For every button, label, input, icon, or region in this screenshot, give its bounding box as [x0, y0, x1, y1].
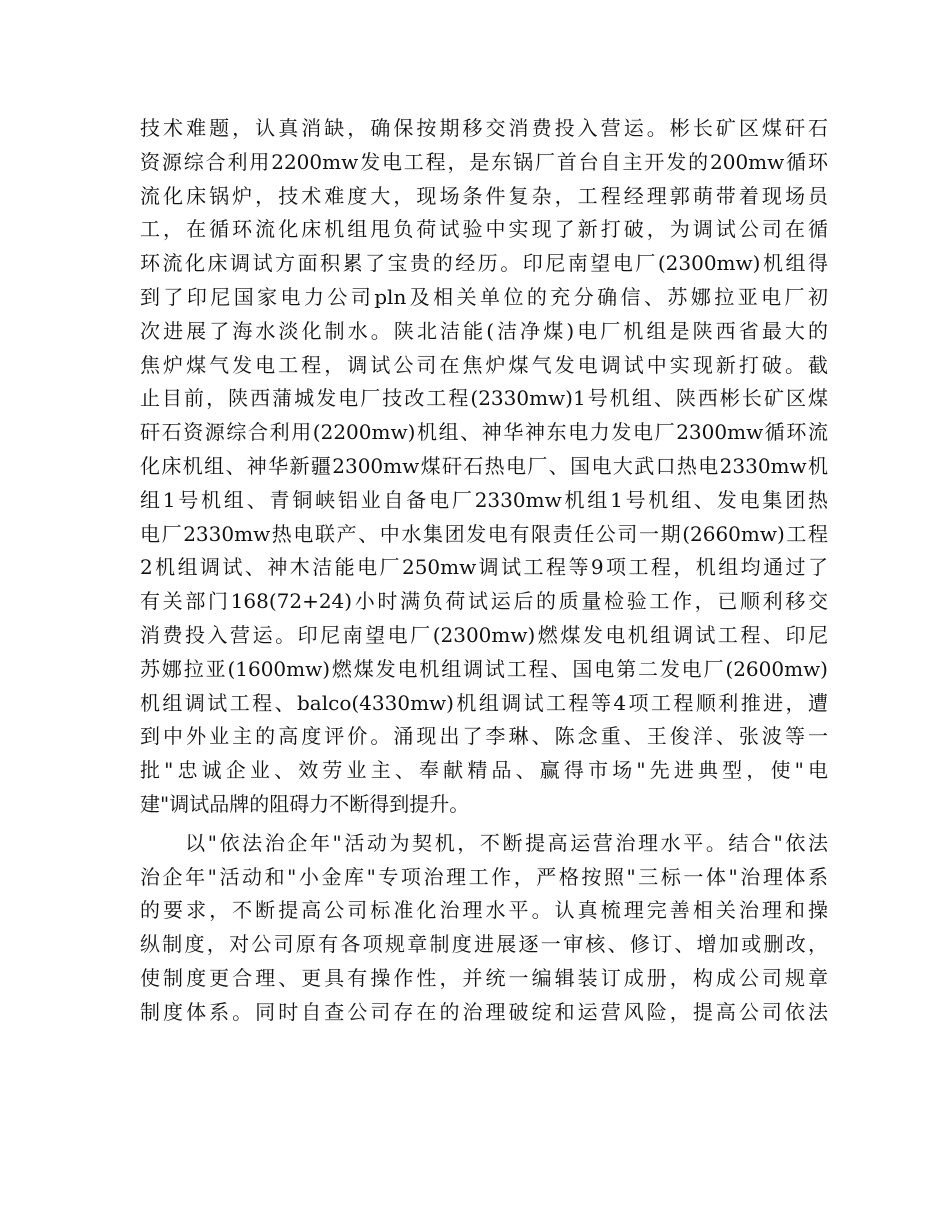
- text-line: 止目前，陕西蒲城发电厂技改工程(2330mw)1号机组、陕西彬长矿区煤: [140, 386, 828, 411]
- text-line: 建"调试品牌的阻碍力不断得到提升。: [140, 791, 470, 816]
- text-line: 到了印尼国家电力公司pln及相关单位的充分确信、苏娜拉亚电厂初: [140, 284, 828, 309]
- text-line: 技术难题，认真消缺，确保按期移交消费投入营运。彬长矿区煤矸石: [140, 116, 828, 140]
- text-line: 电厂2330mw热电联产、中水集团发电有限责任公司一期(2660mw)工程: [140, 521, 828, 546]
- text-line: 消费投入营运。印尼南望电厂(2300mw)燃煤发电机组调试工程、印尼: [140, 622, 828, 647]
- text-line: 流化床锅炉，技术难度大，现场条件复杂，工程经理郭萌带着现场员: [140, 183, 828, 208]
- text-line: 以"依法治企年"活动为契机，不断提高运营治理水平。结合"依法: [140, 830, 828, 855]
- text-line: 治企年"活动和"小金库"专项治理工作，严格按照"三标一体"治理体系: [140, 864, 828, 889]
- text-line: 有关部门168(72+24)小时满负荷试运后的质量检验工作，已顺利移交: [140, 589, 828, 614]
- text-line: 工，在循环流化床机组甩负荷试验中实现了新打破，为调试公司在循: [140, 217, 828, 242]
- text-line: 2机组调试、神木洁能电厂250mw调试工程等9项工程，机组均通过了: [140, 555, 828, 580]
- text-line: 化床机组、神华新疆2300mw煤矸石热电厂、国电大武口热电2330mw机: [140, 453, 828, 478]
- text-line: 机组调试工程、balco(4330mw)机组调试工程等4项工程顺利推进，遭: [140, 690, 828, 715]
- text-line: 苏娜拉亚(1600mw)燃煤发电机组调试工程、国电第二发电厂(2600mw): [140, 656, 828, 681]
- text-line: 环流化床调试方面积累了宝贵的经历。印尼南望电厂(2300mw)机组得: [140, 251, 828, 276]
- text-line: 纵制度，对公司原有各项规章制度进展逐一审核、修订、增加或删改，: [140, 932, 828, 957]
- paragraph: [140, 112, 828, 822]
- text-line: 次进展了海水淡化制水。陕北洁能(洁净煤)电厂机组是陕西省最大的: [140, 318, 828, 343]
- text-line: 的要求，不断提高公司标准化治理水平。认真梳理完善相关治理和操: [140, 898, 828, 923]
- text-line: 使制度更合理、更具有操作性，并统一编辑装订成册，构成公司规章: [140, 965, 828, 990]
- text-line: 焦炉煤气发电工程，调试公司在焦炉煤气发电调试中实现新打破。截: [140, 352, 828, 377]
- text-line: 资源综合利用2200mw发电工程，是东锅厂首台自主开发的200mw循环: [140, 149, 828, 174]
- document-page: [140, 112, 828, 1030]
- text-line: 矸石资源综合利用(2200mw)机组、神华神东电力发电厂2300mw循环流: [140, 420, 828, 445]
- paragraph: [140, 827, 828, 1030]
- text-line: 制度体系。同时自查公司存在的治理破绽和运营风险，提高公司依法: [140, 999, 828, 1024]
- text-line: 批"忠诚企业、效劳业主、奉献精品、赢得市场"先进典型，使"电: [140, 758, 828, 783]
- text-line: 到中外业主的高度评价。涌现出了李琳、陈念重、王俊洋、张波等一: [140, 724, 828, 749]
- text-line: 组1号机组、青铜峡铝业自备电厂2330mw机组1号机组、发电集团热: [140, 487, 828, 512]
